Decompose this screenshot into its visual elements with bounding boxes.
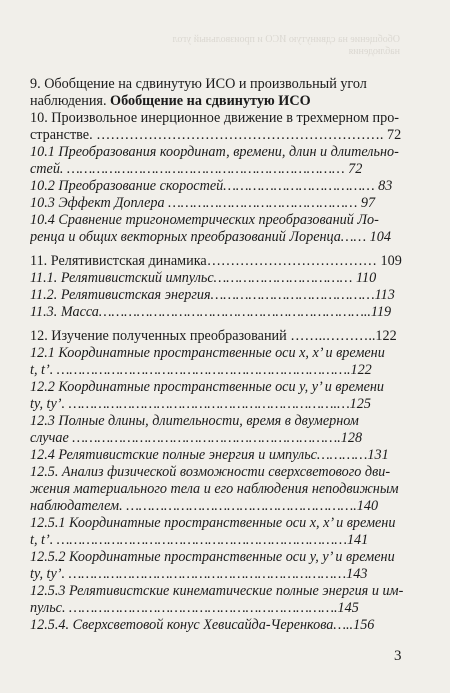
toc-entry[interactable] (30, 270, 418, 287)
toc-entry[interactable] (30, 379, 418, 396)
toc-entry[interactable] (30, 566, 418, 583)
toc-entry-text: ty, ty’. …………………………………………………………143 (30, 566, 368, 582)
toc-entry-text: 10.4 Сравнение тригонометрических преобразований Ло- (30, 212, 379, 228)
toc-entry-text: 10.1 Преобразования координат, времени, длин и длительно- (30, 144, 399, 160)
toc-entry[interactable] (30, 532, 418, 549)
toc-entry-text: 12.3 Полные длины, длительности, время в двумерном (30, 413, 359, 429)
toc-entry-text: пульс. ……………………………………………………….145 (30, 600, 359, 616)
ghost-line: наблюдения (348, 46, 400, 57)
toc-entry-text: 10. Произвольное инерционное движение в трехмерном про- (30, 110, 400, 126)
toc-entry-text: странстве. ……………………………………………………. 72 (30, 127, 402, 143)
toc-entry-text: 11.3. Масса………………………………………………………..119 (30, 304, 392, 320)
toc-entry[interactable] (30, 195, 418, 212)
toc-entry-text: 12.2 Координатные пространственные оси y, y’ и времени (30, 379, 385, 395)
toc-entry[interactable] (30, 229, 418, 246)
toc-entry[interactable] (30, 93, 418, 110)
toc-entry-text: 11. Релятивистская динамика……………………………… 109 (30, 253, 402, 269)
toc-entry[interactable] (30, 549, 418, 566)
toc-entry-text: 9. Обобщение на сдвинутую ИСО и произвольный угол (30, 76, 367, 92)
toc-entry[interactable] (30, 617, 418, 634)
toc-entry[interactable] (30, 127, 418, 144)
section-gap (30, 246, 418, 253)
toc-entry[interactable] (30, 430, 418, 447)
toc-entry[interactable] (30, 144, 418, 161)
toc-entry[interactable] (30, 110, 418, 127)
toc-entry[interactable] (30, 212, 418, 229)
toc-entry-text: 12. Изучение полученных преобразований ……..………..122 (30, 328, 397, 344)
page-number: 3 (394, 648, 402, 664)
section-gap (30, 321, 418, 328)
table-of-contents (30, 76, 418, 634)
toc-entry[interactable] (30, 515, 418, 532)
toc-entry-text: 12.5. Анализ физической возможности сверхсветового дви- (30, 464, 391, 480)
toc-entry-text: наблюдателем. ……………………………………………….140 (30, 498, 379, 514)
toc-entry-text: t, t’. …………………………………………………………….122 (30, 362, 372, 378)
toc-entry-text: 12.5.1 Координатные пространственные оси x, x’ и времени (30, 515, 396, 531)
toc-entry-text: наблюдения. (30, 93, 111, 109)
toc-entry-text: ty, ty’. ……………………………………………………….…125 (30, 396, 371, 412)
toc-entry[interactable] (30, 583, 418, 600)
toc-entry-text: 12.1 Координатные пространственные оси x, x’ и времени (30, 345, 385, 361)
toc-entry[interactable] (30, 447, 418, 464)
toc-entry[interactable] (30, 464, 418, 481)
toc-entry[interactable] (30, 328, 418, 345)
toc-entry-text: t, t’. ……………………………………………………………141 (30, 532, 369, 548)
ghost-line: Обобщение на сдвинутую ИСО и произвольный угол (172, 34, 400, 45)
toc-entry-text: 10.3 Эффект Доплера ……………………………………… 97 (30, 195, 376, 211)
toc-entry-text: случае ……………………………………………………….128 (30, 430, 363, 446)
toc-entry-text: 12.5.4. Сверхсветовой конус Хевисайда-Черенкова…..156 (30, 617, 375, 633)
toc-entry[interactable] (30, 304, 418, 321)
toc-entry-bold-title: Обобщение на сдвинутую ИСО (110, 93, 311, 109)
toc-entry[interactable] (30, 253, 418, 270)
toc-entry-text: 12.5.3 Релятивистские кинематические полные энергия и им- (30, 583, 404, 599)
toc-entry[interactable] (30, 481, 418, 498)
toc-entry[interactable] (30, 76, 418, 93)
toc-entry-text: 11.2. Релятивистская энергия…………………………………113 (30, 287, 395, 303)
toc-entry[interactable] (30, 362, 418, 379)
toc-entry-text: 12.4 Релятивистские полные энергия и импульс…………131 (30, 447, 389, 463)
toc-entry[interactable] (30, 396, 418, 413)
toc-entry-text: стей. ………………………………………………………… 72 (30, 161, 363, 177)
toc-entry[interactable] (30, 161, 418, 178)
toc-entry-text: 12.5.2 Координатные пространственные оси y, y’ и времени (30, 549, 395, 565)
toc-entry[interactable] (30, 178, 418, 195)
toc-entry-text: 11.1. Релятивистский импульс…………………………… 110 (30, 270, 377, 286)
toc-entry[interactable] (30, 498, 418, 515)
bleed-through-text (70, 34, 400, 58)
toc-entry-text: жения материального тела и его наблюдения неподвижным (30, 481, 399, 497)
toc-entry-text: 10.2 Преобразование скоростей……………………………… 83 (30, 178, 393, 194)
toc-entry[interactable] (30, 413, 418, 430)
toc-entry-text: ренца и общих векторных преобразований Лоренца…… 104 (30, 229, 391, 245)
toc-entry[interactable] (30, 345, 418, 362)
toc-entry[interactable] (30, 287, 418, 304)
toc-entry[interactable] (30, 600, 418, 617)
